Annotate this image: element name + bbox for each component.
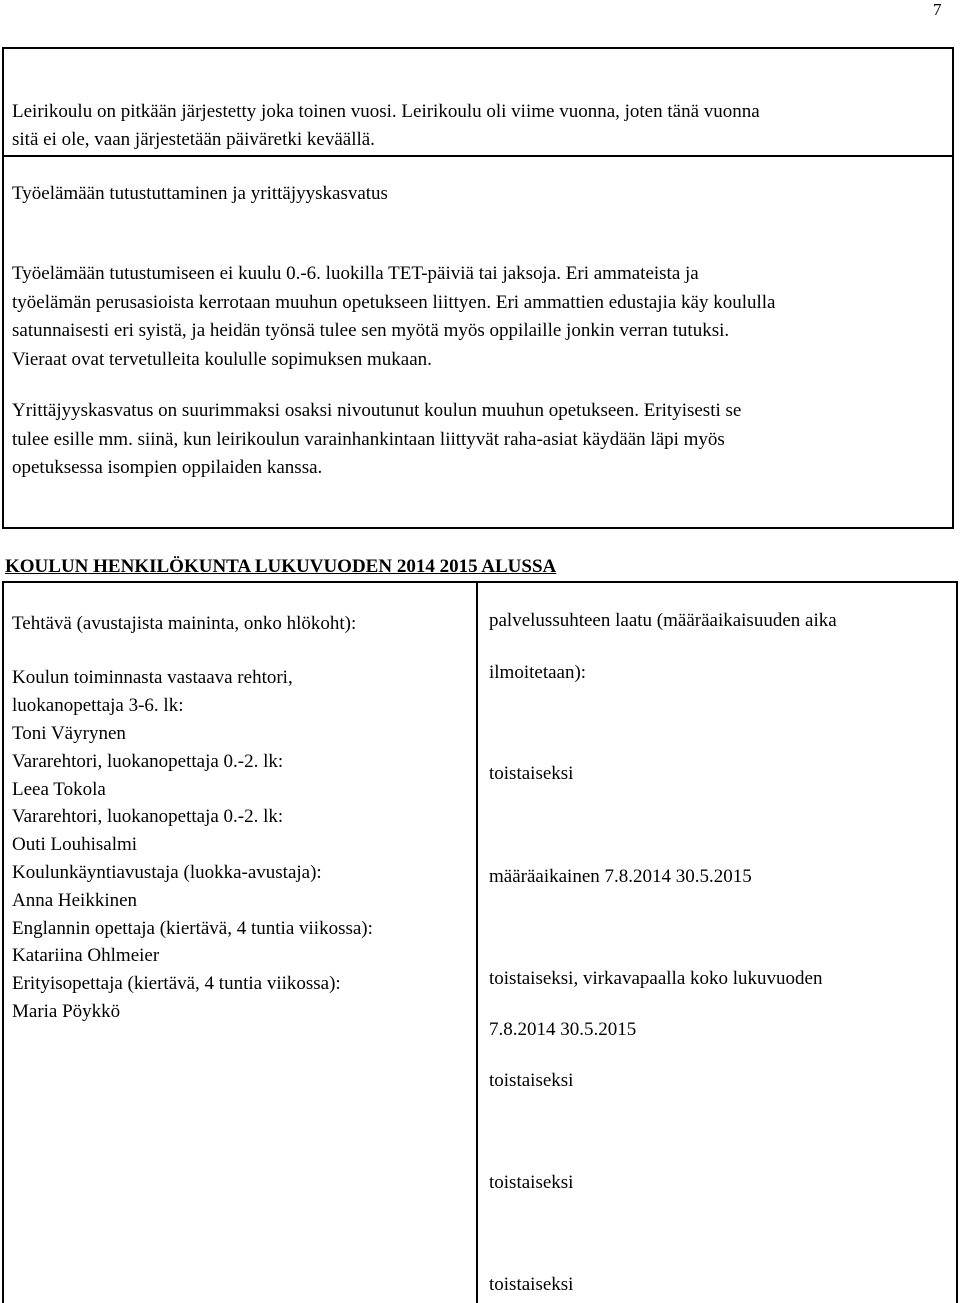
employment-type: toistaiseksi xyxy=(489,1172,574,1193)
staff-role: Vararehtori, luokanopettaja 0.-2. lk: xyxy=(12,751,284,772)
paragraph-line: Yrittäjyyskasvatus on suurimmaksi osaksi nivoutunut koulun muuhun opetukseen. Erityisesti se xyxy=(12,400,742,421)
employment-period: 7.8.2014 30.5.2015 xyxy=(489,1019,637,1040)
staff-role: Vararehtori, luokanopettaja 0.-2. lk: xyxy=(12,806,284,827)
staff-role: Erityisopettaja (kiertävä, 4 tuntia viikossa): xyxy=(12,973,341,994)
paragraph-line: Leirikoulu on pitkään järjestetty joka toinen vuosi. Leirikoulu oli viime vuonna, joten tänä vuonna xyxy=(12,101,760,122)
employment-type: toistaiseksi xyxy=(489,1274,574,1295)
box-divider xyxy=(4,155,952,157)
staff-name: Anna Heikkinen xyxy=(12,890,138,911)
staff-name: Toni Väyrynen xyxy=(12,723,126,744)
staff-name: Katariina Ohlmeier xyxy=(12,945,160,966)
staff-role: luokanopettaja 3-6. lk: xyxy=(12,695,184,716)
page-number: 7 xyxy=(933,0,942,19)
staff-role: Englannin opettaja (kiertävä, 4 tuntia viikossa): xyxy=(12,918,373,939)
employment-type: toistaiseksi xyxy=(489,1070,574,1091)
service-column-header: palvelussuhteen laatu (määräaikaisuuden aika xyxy=(489,610,837,631)
paragraph-line: Työelämään tutustumiseen ei kuulu 0.-6. luokilla TET-päiviä tai jaksoja. Eri ammateista ja xyxy=(12,263,699,284)
employment-type: toistaiseksi, virkavapaalla koko lukuvuoden xyxy=(489,968,823,989)
subheading: Työelämään tutustuttaminen ja yrittäjyyskasvatus xyxy=(12,183,388,204)
paragraph-line: työelämän perusasioista kerrotaan muuhun opetukseen liittyen. Eri ammattien edustajia käy koululla xyxy=(12,292,776,313)
info-box xyxy=(2,47,954,529)
paragraph-line: tulee esille mm. siinä, kun leirikoulun varainhankintaan liittyvät raha-asiat käydään läpi myös xyxy=(12,429,725,450)
paragraph-line: sitä ei ole, vaan järjestetään päiväretki keväällä. xyxy=(12,129,375,150)
staff-role: Koulunkäyntiavustaja (luokka-avustaja): xyxy=(12,862,322,883)
staff-section-heading: KOULUN HENKILÖKUNTA LUKUVUODEN 2014 2015 ALUSSA xyxy=(5,556,557,577)
task-column-header: Tehtävä (avustajista maininta, onko hlökoht): xyxy=(12,613,357,634)
staff-name: Maria Pöykkö xyxy=(12,1001,121,1022)
employment-type: määräaikainen 7.8.2014 30.5.2015 xyxy=(489,866,752,887)
staff-table xyxy=(2,581,958,1303)
paragraph-line: opetuksessa isompien oppilaiden kanssa. xyxy=(12,457,323,478)
staff-name: Leea Tokola xyxy=(12,779,106,800)
staff-role: Koulun toiminnasta vastaava rehtori, xyxy=(12,667,293,688)
service-column-header-continued: ilmoitetaan): xyxy=(489,662,587,683)
column-divider xyxy=(476,583,478,1303)
paragraph-line: Vieraat ovat tervetulleita koululle sopimuksen mukaan. xyxy=(12,349,432,370)
employment-type: toistaiseksi xyxy=(489,763,574,784)
paragraph-line: satunnaisesti eri syistä, ja heidän työnsä tulee sen myötä myös oppilaille jonkin verran tutuksi. xyxy=(12,320,730,341)
staff-name: Outi Louhisalmi xyxy=(12,834,138,855)
